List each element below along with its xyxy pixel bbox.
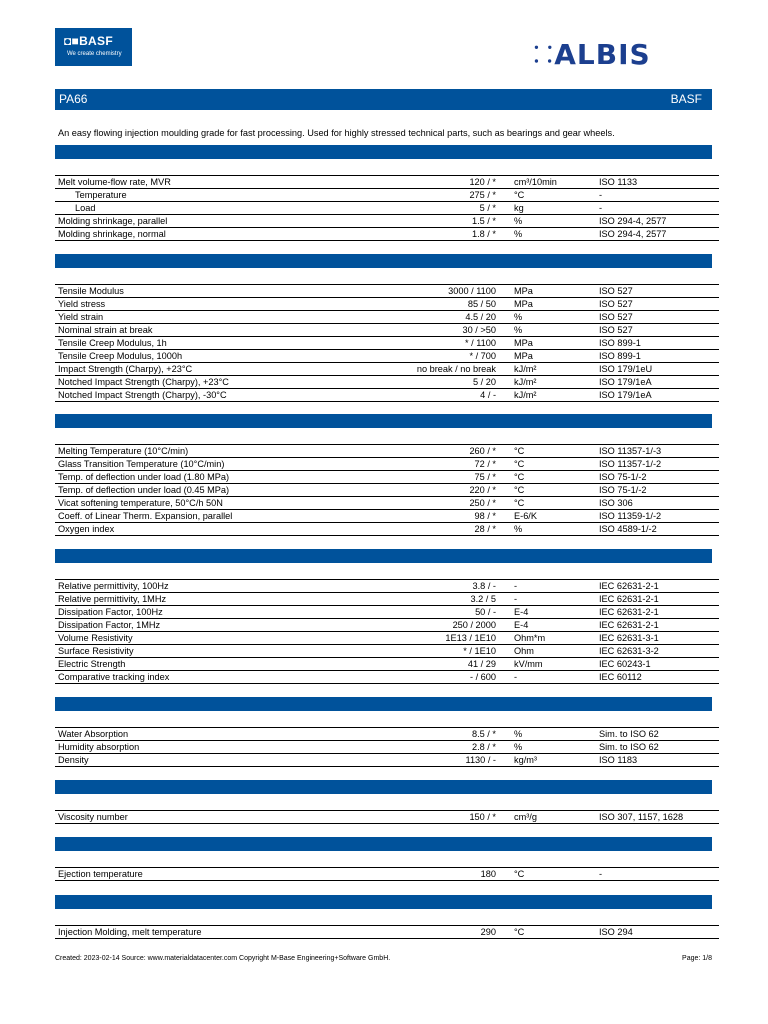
property-value: * / 1100	[465, 338, 496, 348]
property-unit: °C	[514, 927, 525, 937]
property-name: Dissipation Factor, 1MHz	[58, 620, 161, 630]
property-value: 250 / 2000	[452, 620, 496, 630]
property-name: Density	[58, 755, 89, 765]
property-unit: °C	[514, 485, 525, 495]
property-standard: ISO 11357-1/-2	[599, 459, 662, 469]
property-section	[55, 254, 712, 402]
table-row	[55, 632, 719, 645]
table-row	[55, 228, 719, 241]
property-standard: ISO 294-4, 2577	[599, 229, 667, 239]
property-standard: ISO 179/1eA	[599, 377, 652, 387]
property-name: Nominal strain at break	[58, 325, 153, 335]
property-name: Notched Impact Strength (Charpy), +23°C	[58, 377, 229, 387]
property-value: 75 / *	[474, 472, 496, 482]
property-name: Water Absorption	[58, 729, 129, 739]
property-section	[55, 837, 712, 881]
property-standard: IEC 62631-2-1	[599, 581, 659, 591]
table-row	[55, 811, 719, 824]
property-standard: ISO 527	[599, 299, 633, 309]
table-row	[55, 754, 719, 767]
property-standard: IEC 60243-1	[599, 659, 651, 669]
property-standard: ISO 11359-1/-2	[599, 511, 662, 521]
property-standard: ISO 899-1	[599, 351, 641, 361]
property-value: 8.5 / *	[471, 729, 496, 739]
property-name: Ejection temperature	[58, 869, 143, 879]
property-name: Electric Strength	[58, 659, 126, 669]
property-section	[55, 414, 712, 536]
product-description: An easy flowing injection moulding grade for fast processing. Used for highly stressed technical parts, such as bearings and gear wheels.	[58, 128, 615, 138]
property-value: 4 / -	[480, 390, 496, 400]
property-name: Viscosity number	[58, 812, 128, 822]
property-standard: ISO 179/1eA	[599, 390, 652, 400]
property-value: 85 / 50	[467, 299, 496, 309]
table-row	[55, 523, 719, 536]
section-header-band	[55, 254, 712, 268]
table-row	[55, 510, 719, 523]
table-row	[55, 337, 719, 350]
property-unit: E-4	[514, 620, 529, 630]
table-row	[55, 202, 719, 215]
property-name: Comparative tracking index	[58, 672, 170, 682]
property-name: Yield stress	[58, 299, 106, 309]
title-bar	[55, 89, 712, 110]
property-unit: °C	[514, 498, 525, 508]
table-row	[55, 619, 719, 632]
property-name: Melt volume-flow rate, MVR	[58, 177, 171, 187]
property-section	[55, 780, 712, 824]
property-standard: ISO 1133	[599, 177, 638, 187]
property-value: 220 / *	[469, 485, 496, 495]
property-name: Molding shrinkage, parallel	[58, 216, 168, 226]
property-table	[55, 175, 719, 241]
property-unit: %	[514, 312, 523, 322]
property-standard: -	[599, 869, 603, 879]
section-header-band	[55, 414, 712, 428]
property-value: 28 / *	[474, 524, 496, 534]
property-standard: IEC 62631-2-1	[599, 594, 659, 604]
table-row	[55, 728, 719, 741]
property-name: Oxygen index	[58, 524, 115, 534]
property-value: * / 1E10	[463, 646, 496, 656]
albis-logo-icon: ⸬	[534, 43, 554, 68]
property-name: Vicat softening temperature, 50°C/h 50N	[58, 498, 223, 508]
property-name: Relative permittivity, 100Hz	[58, 581, 169, 591]
property-value: 290	[480, 927, 496, 937]
property-unit: %	[514, 325, 523, 335]
table-row	[55, 311, 719, 324]
property-value: 3.2 / 5	[470, 594, 496, 604]
property-value: 98 / *	[474, 511, 496, 521]
property-value: 275 / *	[469, 190, 496, 200]
table-row	[55, 189, 719, 202]
property-standard: ISO 294-4, 2577	[599, 216, 667, 226]
property-value: 180	[480, 869, 496, 879]
property-unit: MPa	[514, 286, 533, 296]
property-unit: MPa	[514, 338, 533, 348]
property-value: 250 / *	[469, 498, 496, 508]
property-value: 50 / -	[475, 607, 496, 617]
section-header-band	[55, 145, 712, 159]
property-table	[55, 867, 719, 881]
property-value: 1130 / -	[465, 755, 496, 765]
property-unit: -	[514, 581, 518, 591]
property-value: 1E13 / 1E10	[445, 633, 496, 643]
page-number: Page: 1/8	[682, 955, 712, 962]
table-row	[55, 926, 719, 939]
property-value: 5 / *	[479, 203, 496, 213]
property-name: Glass Transition Temperature (10°C/min)	[58, 459, 225, 469]
albis-logo-text: ALBIS	[554, 38, 651, 71]
section-header-band	[55, 549, 712, 563]
property-name: Injection Molding, melt temperature	[58, 927, 202, 937]
table-row	[55, 671, 719, 684]
property-value: 2.8 / *	[471, 742, 496, 752]
property-unit: %	[514, 742, 523, 752]
property-unit: kJ/m²	[514, 364, 537, 374]
property-name: Temp. of deflection under load (0.45 MPa)	[58, 485, 230, 495]
section-header-band	[55, 780, 712, 794]
property-unit: kJ/m²	[514, 390, 537, 400]
table-row	[55, 484, 719, 497]
property-standard: Sim. to ISO 62	[599, 742, 659, 752]
property-section	[55, 145, 712, 241]
property-table	[55, 925, 719, 939]
property-standard: ISO 899-1	[599, 338, 641, 348]
property-value: 1.5 / *	[471, 216, 496, 226]
footer-source: Created: 2023-02-14 Source: www.materialdatacenter.com Copyright M-Base Engineering+Software GmbH.	[55, 955, 391, 962]
table-row	[55, 497, 719, 510]
property-value: * / 700	[469, 351, 496, 361]
basf-logo-mark: ◘■BASF	[64, 34, 113, 48]
property-unit: MPa	[514, 299, 533, 309]
section-header-band	[55, 837, 712, 851]
property-standard: Sim. to ISO 62	[599, 729, 659, 739]
property-standard: IEC 62631-2-1	[599, 620, 659, 630]
property-standard: -	[599, 203, 603, 213]
table-row	[55, 298, 719, 311]
property-name: Impact Strength (Charpy), +23°C	[58, 364, 193, 374]
property-unit: %	[514, 229, 523, 239]
property-value: 30 / >50	[462, 325, 496, 335]
property-standard: IEC 62631-2-1	[599, 607, 659, 617]
property-section	[55, 549, 712, 684]
property-standard: ISO 527	[599, 325, 633, 335]
property-name: Relative permittivity, 1MHz	[58, 594, 167, 604]
property-standard: ISO 11357-1/-3	[599, 446, 662, 456]
property-name: Temperature	[75, 190, 127, 200]
property-standard: ISO 307, 1157, 1628	[599, 812, 684, 822]
property-standard: IEC 60112	[599, 672, 642, 682]
property-value: 260 / *	[469, 446, 496, 456]
table-row	[55, 580, 719, 593]
property-standard: -	[599, 190, 603, 200]
property-value: 41 / 29	[467, 659, 496, 669]
product-name: PA66	[59, 92, 88, 106]
property-unit: kg	[514, 203, 524, 213]
property-name: Temp. of deflection under load (1.80 MPa)	[58, 472, 230, 482]
property-standard: ISO 75-1/-2	[599, 472, 647, 482]
property-name: Tensile Creep Modulus, 1h	[58, 338, 167, 348]
property-unit: kV/mm	[514, 659, 543, 669]
table-row	[55, 606, 719, 619]
property-standard: ISO 1183	[599, 755, 638, 765]
basf-logo	[55, 28, 132, 66]
table-row	[55, 868, 719, 881]
property-table	[55, 284, 719, 402]
property-value: 3000 / 1100	[448, 286, 496, 296]
table-row	[55, 645, 719, 658]
property-unit: -	[514, 672, 518, 682]
property-name: Tensile Modulus	[58, 286, 124, 296]
page-footer	[55, 955, 712, 962]
table-row	[55, 389, 719, 402]
property-standard: IEC 62631-3-2	[599, 646, 659, 656]
property-unit: Ohm*m	[514, 633, 546, 643]
property-standard: ISO 179/1eU	[599, 364, 653, 374]
property-standard: ISO 527	[599, 286, 633, 296]
property-name: Load	[75, 203, 96, 213]
property-unit: -	[514, 594, 518, 604]
table-row	[55, 215, 719, 228]
table-row	[55, 658, 719, 671]
property-unit: °C	[514, 459, 525, 469]
property-unit: °C	[514, 472, 525, 482]
section-header-band	[55, 697, 712, 711]
property-value: 120 / *	[469, 177, 496, 187]
property-name: Melting Temperature (10°C/min)	[58, 446, 189, 456]
table-row	[55, 176, 719, 189]
property-standard: ISO 527	[599, 312, 633, 322]
property-unit: kg/m³	[514, 755, 537, 765]
property-unit: E-6/K	[514, 511, 537, 521]
property-section	[55, 697, 712, 767]
property-unit: cm³/g	[514, 812, 537, 822]
property-table	[55, 810, 719, 824]
table-row	[55, 741, 719, 754]
property-value: 4.5 / 20	[465, 312, 496, 322]
table-row	[55, 445, 719, 458]
property-standard: ISO 75-1/-2	[599, 485, 647, 495]
albis-logo	[534, 40, 716, 70]
property-unit: kJ/m²	[514, 377, 537, 387]
property-name: Volume Resistivity	[58, 633, 133, 643]
property-unit: %	[514, 729, 523, 739]
property-value: 5 / 20	[473, 377, 496, 387]
property-value: no break / no break	[416, 364, 496, 374]
property-unit: %	[514, 524, 523, 534]
table-row	[55, 471, 719, 484]
basf-tagline: We create chemistry	[67, 51, 122, 57]
property-name: Molding shrinkage, normal	[58, 229, 166, 239]
table-row	[55, 363, 719, 376]
property-name: Coeff. of Linear Therm. Expansion, parallel	[58, 511, 233, 521]
table-row	[55, 324, 719, 337]
property-unit: °C	[514, 446, 525, 456]
property-value: 3.8 / -	[472, 581, 496, 591]
property-unit: °C	[514, 190, 525, 200]
property-value: 72 / *	[474, 459, 496, 469]
section-header-band	[55, 895, 712, 909]
property-name: Humidity absorption	[58, 742, 140, 752]
property-unit: Ohm	[514, 646, 534, 656]
property-table	[55, 727, 719, 767]
property-name: Yield strain	[58, 312, 104, 322]
table-row	[55, 285, 719, 298]
property-name: Tensile Creep Modulus, 1000h	[58, 351, 183, 361]
property-section	[55, 895, 712, 939]
property-value: 1.8 / *	[471, 229, 496, 239]
property-table	[55, 579, 719, 684]
table-row	[55, 458, 719, 471]
table-row	[55, 593, 719, 606]
property-unit: cm³/10min	[514, 177, 557, 187]
property-standard: ISO 4589-1/-2	[599, 524, 657, 534]
property-table	[55, 444, 719, 536]
property-standard: IEC 62631-3-1	[599, 633, 659, 643]
property-name: Notched Impact Strength (Charpy), -30°C	[58, 390, 227, 400]
property-name: Dissipation Factor, 100Hz	[58, 607, 163, 617]
manufacturer-name: BASF	[670, 92, 702, 106]
table-row	[55, 376, 719, 389]
property-unit: E-4	[514, 607, 529, 617]
property-standard: ISO 306	[599, 498, 633, 508]
property-unit: MPa	[514, 351, 533, 361]
property-unit: %	[514, 216, 523, 226]
table-row	[55, 350, 719, 363]
property-unit: °C	[514, 869, 525, 879]
property-value: 150 / *	[469, 812, 496, 822]
property-value: - / 600	[469, 672, 496, 682]
property-standard: ISO 294	[599, 927, 633, 937]
property-name: Surface Resistivity	[58, 646, 134, 656]
